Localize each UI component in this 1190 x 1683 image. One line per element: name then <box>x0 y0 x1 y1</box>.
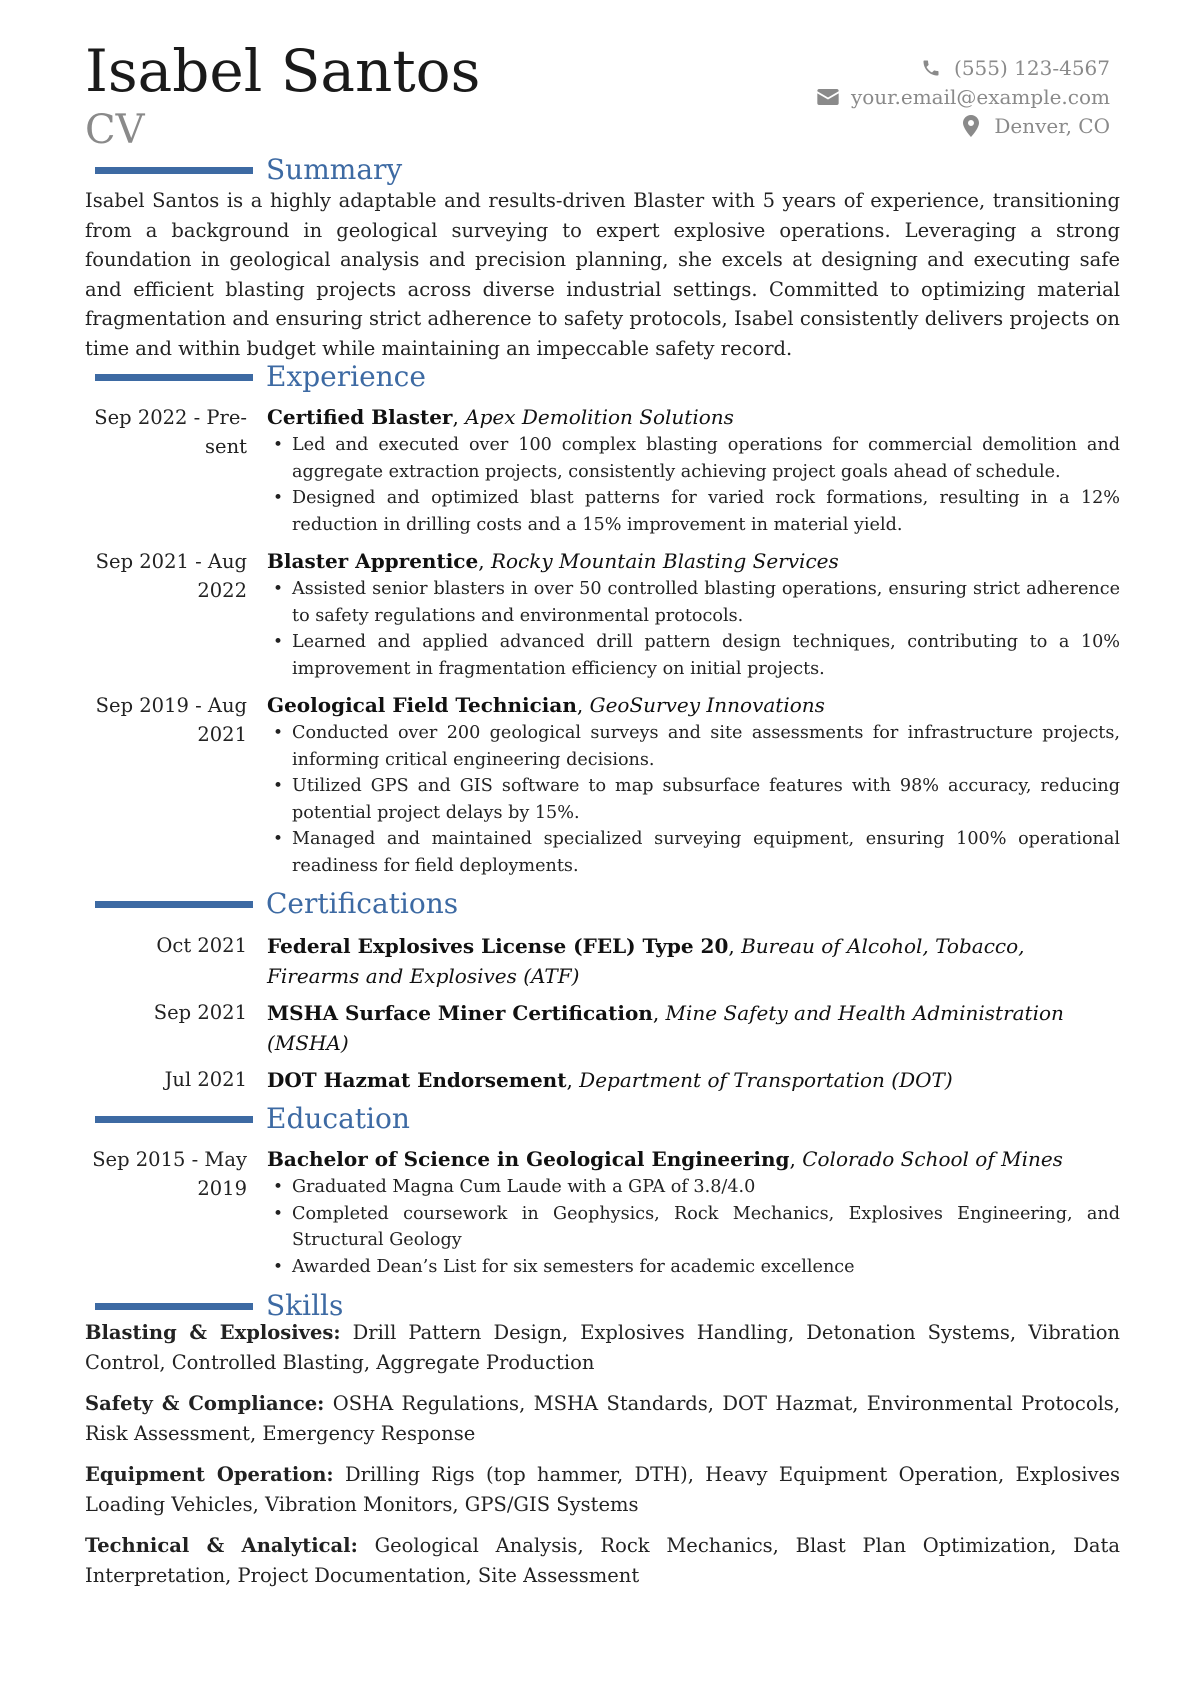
section-title: Skills <box>266 1289 344 1322</box>
list-item: • Utilized GPS and GIS software to map subsurface features with 98% accuracy, reducing potential project delays by 15%. <box>267 773 1120 826</box>
entry-headline: DOT Hazmat Endorsement, Department of Transportation (DOT) <box>267 1068 953 1092</box>
list-item: • Managed and maintained specialized surveying equipment, ensuring 100% operational readiness for field deployments. <box>267 826 1120 879</box>
contact-email <box>690 82 1110 111</box>
entry-org: Mine Safety and Health Administration (MSHA) <box>267 1001 1064 1055</box>
section-rule <box>95 1303 253 1310</box>
entry-org: Rocky Mountain Blasting Services <box>490 549 839 573</box>
section-experience-heading <box>95 360 1110 394</box>
skill-category: Technical & Analytical: <box>85 1534 358 1557</box>
entry-body <box>267 1065 1120 1095</box>
skill-category: Equipment Operation: <box>85 1463 334 1486</box>
entry-bullets <box>267 720 1120 879</box>
entry-bullets <box>267 1174 1120 1280</box>
location-text: Denver, CO <box>994 113 1110 138</box>
entry-headline: Bachelor of Science in Geological Engineering, Colorado School of Mines <box>267 1147 1063 1171</box>
entry-headline: MSHA Surface Miner Certification, Mine Safety and Health Administration (MSHA) <box>267 1001 1064 1055</box>
section-rule <box>95 374 253 381</box>
skill-items: Drill Pattern Design, Explosives Handling, Detonation Systems, Vibration Control, Controlled Blasting, Aggregate Production <box>85 1321 1120 1374</box>
skill-items: Drilling Rigs (top hammer, DTH), Heavy Equipment Operation, Explosives Loading Vehicles, Vibration Monitors, GPS/GIS Systems <box>85 1463 1121 1516</box>
entry-date: Sep 2019 - Aug 2021 <box>95 694 247 746</box>
skill-row <box>85 1389 1120 1448</box>
email-text[interactable]: your.email@example.com <box>850 84 1110 109</box>
skill-items: OSHA Regulations, MSHA Standards, DOT Hazmat, Environmental Protocols, Risk Assessment, Emergency Response <box>85 1392 1121 1445</box>
list-item: • Conducted over 200 geological surveys and site assessments for infrastructure projects, informing critical engineering decisions. <box>267 720 1120 773</box>
summary-text: Isabel Santos is a highly adaptable and results-driven Blaster with 5 years of experience, transitioning from a background in geological surveying to expert explosive operations. Leveraging a strong foundation in geological analysis and precision planning, she excels at designing and executing safe and efficient blasting projects across diverse industrial settings. Committed to optimizing material fragmentation and ensuring strict adherence to safety protocols, Isabel consistently delivers projects on time and within budget while maintaining an impeccable safety record. <box>85 189 1120 360</box>
entry-org: Colorado School of Mines <box>802 1147 1063 1171</box>
skill-category: Safety & Compliance: <box>85 1392 325 1415</box>
skill-items: Geological Analysis, Rock Mechanics, Blast Plan Optimization, Data Interpretation, Project Documentation, Site Assessment <box>85 1534 1121 1587</box>
entry-bullets <box>267 432 1120 538</box>
entry-title: Blaster Apprentice <box>267 549 479 573</box>
contact-location <box>690 111 1110 140</box>
section-title: Summary <box>266 153 403 186</box>
entry-title: Federal Explosives License (FEL) Type 20 <box>267 934 729 958</box>
entry-date: Sep 2015 - May 2019 <box>92 1148 247 1200</box>
candidate-name: Isabel Santos <box>85 37 481 105</box>
section-certifications-heading <box>95 887 1110 921</box>
contact-info <box>690 53 1110 140</box>
list-item: • Completed coursework in Geophysics, Rock Mechanics, Explosives Engineering, and Structural Geology <box>267 1201 1120 1254</box>
skill-category: Blasting & Explosives: <box>85 1321 341 1344</box>
list-item: • Designed and optimized blast patterns for varied rock formations, resulting in a 12% reduction in drilling costs and a 15% improvement in material yield. <box>267 485 1120 538</box>
entry-title: Certified Blaster <box>267 405 453 429</box>
entry-date: Sep 2022 - Pre- sent <box>94 406 247 458</box>
entry-org: Department of Transportation (DOT) <box>579 1068 953 1092</box>
entry-title: Geological Field Technician <box>267 693 577 717</box>
skill-row <box>85 1531 1120 1590</box>
entry-date: Oct 2021 <box>156 934 247 957</box>
section-summary-heading <box>95 153 1110 187</box>
section-rule <box>95 901 253 908</box>
entry-title: MSHA Surface Miner Certification <box>267 1001 653 1025</box>
section-title: Experience <box>266 360 426 393</box>
section-title: Education <box>266 1102 410 1135</box>
envelope-icon <box>815 89 841 105</box>
contact-phone <box>690 53 1110 82</box>
entry-org: Apex Demolition Solutions <box>465 405 734 429</box>
phone-icon <box>918 58 944 78</box>
entry-headline: Federal Explosives License (FEL) Type 20, Bureau of Alcohol, Tobacco, Firearms and Explosives (ATF) <box>267 934 1025 988</box>
entry-body <box>267 547 1120 682</box>
document-type: CV <box>85 107 145 153</box>
entry-org: Bureau of Alcohol, Tobacco, Firearms and Explosives (ATF) <box>267 934 1025 988</box>
section-education-heading <box>95 1102 1110 1136</box>
skill-row <box>85 1318 1120 1377</box>
entry-headline: Blaster Apprentice, Rocky Mountain Blasting Services <box>267 549 839 573</box>
skills-list <box>85 1318 1120 1602</box>
entry-body <box>267 931 1120 991</box>
entry-body <box>267 403 1120 538</box>
entry-date: Sep 2021 - Aug 2022 <box>95 550 247 602</box>
list-item: • Awarded Dean’s List for six semesters for academic excellence <box>267 1254 1120 1281</box>
phone-text[interactable]: (555) 123-4567 <box>954 55 1110 80</box>
entry-title: Bachelor of Science in Geological Engineering <box>267 1147 790 1171</box>
map-pin-icon <box>958 115 984 137</box>
list-item: • Graduated Magna Cum Laude with a GPA of 3.8/4.0 <box>267 1174 1120 1201</box>
list-item: • Learned and applied advanced drill pattern design techniques, contributing to a 10% improvement in fragmentation efficiency on initial projects. <box>267 629 1120 682</box>
list-item: • Led and executed over 100 complex blasting operations for commercial demolition and aggregate extraction projects, consistently achieving project goals ahead of schedule. <box>267 432 1120 485</box>
section-rule <box>95 1116 253 1123</box>
entry-bullets <box>267 576 1120 682</box>
entry-date: Sep 2021 <box>153 1001 247 1024</box>
entry-body <box>267 1145 1120 1280</box>
entry-body <box>267 691 1120 879</box>
entry-headline: Geological Field Technician, GeoSurvey Innovations <box>267 693 825 717</box>
entry-date: Jul 2021 <box>164 1068 247 1091</box>
entry-body <box>267 998 1120 1058</box>
entry-org: GeoSurvey Innovations <box>589 693 825 717</box>
section-rule <box>95 167 253 174</box>
entry-headline: Certified Blaster, Apex Demolition Solutions <box>267 405 734 429</box>
entry-title: DOT Hazmat Endorsement <box>267 1068 567 1092</box>
skill-row <box>85 1460 1120 1519</box>
list-item: • Assisted senior blasters in over 50 controlled blasting operations, ensuring strict adherence to safety regulations and environmental protocols. <box>267 576 1120 629</box>
section-title: Certifications <box>266 887 459 920</box>
